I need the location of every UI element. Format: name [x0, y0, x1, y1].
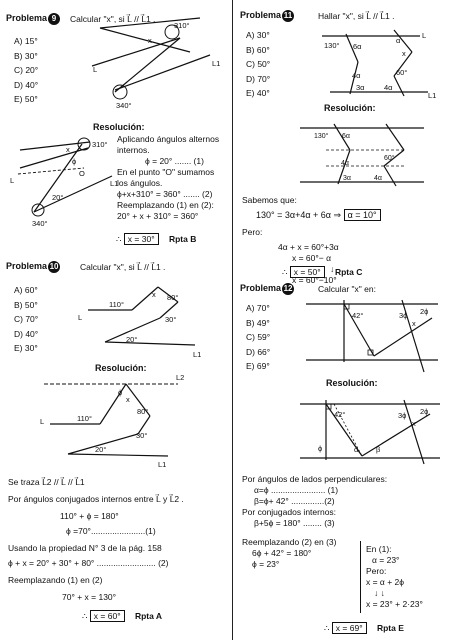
p9-option-c: C) 20° — [14, 65, 39, 75]
p10-res-fig-phi: ϕ — [118, 388, 123, 397]
p12-fig-c: 2ϕ — [420, 307, 429, 316]
p9-statement: Calcular "x", si L⃗ // L⃗1 . — [70, 14, 156, 24]
p10-label: Problema — [6, 261, 48, 271]
p10-line-8: 70° + x = 130° — [62, 592, 117, 602]
p9-rpta: Rpta B — [168, 234, 197, 244]
p11-fig-a: 130° — [324, 41, 340, 50]
p10-line-2: Por ángulos conjugados internos entre L⃗ y L⃗2 . — [8, 494, 184, 504]
p9-fig-x: x — [148, 36, 152, 45]
p12-label: Problema — [240, 283, 282, 293]
p12-answer-prefix: ∴ — [324, 623, 330, 633]
p9-res-line-2: internos. — [117, 145, 150, 155]
p9-res-fig-phi: ϕ — [72, 157, 77, 166]
p10-number: 10 — [49, 262, 59, 271]
p9-option-b: B) 30° — [14, 50, 38, 61]
p10-option-d: D) 40° — [14, 328, 39, 339]
svg-text:130°: 130° — [314, 133, 329, 140]
p10-resolution-title: Resolución: — [95, 363, 147, 373]
p10-res-fig-b: 80° — [137, 407, 149, 416]
svg-text:3α: 3α — [343, 175, 351, 182]
p9-res-fig-L: L — [10, 176, 15, 185]
p11-option-b: B) 60° — [246, 44, 270, 55]
p9-res-fig-a: 310° — [92, 140, 108, 149]
p10-answer — [82, 611, 162, 622]
p11-fig-L: L — [422, 31, 427, 40]
p11-line-4: Pero: — [242, 227, 263, 237]
p11-fig-L1: L1 — [428, 91, 437, 100]
p11-line-5: 4α + x = 60°+3α — [278, 242, 339, 252]
p10-answer-box: x = 60° — [90, 610, 125, 622]
p10-fig-a: 110° — [109, 300, 124, 309]
p9-res-fig-o: O — [79, 169, 85, 178]
p12-option-c: C) 59° — [246, 332, 271, 342]
p12-option-e: E) 69° — [246, 361, 270, 371]
p11-rpta: Rpta C — [334, 267, 363, 277]
p10-line-5: Usando la propiedad N° 3 de la pág. 158 — [8, 543, 162, 553]
p12-fig-a: 42° — [352, 311, 364, 320]
p10-option-e: E) 30° — [14, 343, 38, 353]
p11-fig-e: 60° — [396, 68, 408, 77]
p11-fig-c: 4α — [352, 71, 361, 80]
p11-resolution-title: Resolución: — [324, 103, 376, 113]
p12-number: 12 — [283, 284, 293, 293]
p12-fig-d: x — [412, 319, 416, 328]
p10-resolution — [8, 477, 184, 603]
p12-line-8: ϕ = 23° — [252, 559, 280, 569]
p9-res-fig-b: 340° — [32, 219, 48, 228]
p11-alpha-box: α = 10° — [344, 209, 381, 221]
svg-text:60°: 60° — [384, 155, 395, 162]
p12-res-fig-a: 42° — [334, 410, 346, 419]
p12-res-fig-c: 2ϕ — [420, 407, 429, 416]
p12-side-3: Pero: — [366, 566, 387, 576]
p10-option-a: A) 60° — [14, 285, 38, 295]
p10-res-fig-c: 30° — [136, 431, 148, 440]
p9-answer-prefix: ∴ — [116, 234, 122, 244]
p9-resolution-title: Resolución: — [93, 122, 145, 132]
p11-fig-f: 4α — [384, 83, 393, 92]
p9-res-line-5: los ángulos. — [117, 178, 163, 188]
p11-option-a: A) 30° — [246, 30, 270, 40]
p11-fig-h: α — [396, 36, 401, 45]
p10-fig-L: L — [78, 313, 83, 322]
p9-number: 9 — [48, 13, 60, 25]
p12-line-4: Por conjugados internos: — [242, 507, 337, 517]
p12-side-6: x = 23° + 2·23° — [366, 599, 423, 609]
p9-fig-b: 340° — [116, 101, 132, 110]
p11-line-2: 130° = 3α+4α + 6α ⇒ — [256, 210, 342, 220]
p12-line-3: β=ϕ+ 42° ..............(2) — [254, 496, 335, 506]
p10-line-6: ϕ + x = 20° + 30° + 80° ......................... (2) — [8, 558, 169, 568]
p10-option-c: C) 70° — [14, 314, 39, 324]
svg-text:6α: 6α — [342, 133, 350, 140]
p11-number: 11 — [283, 11, 293, 20]
p9-label: Problema — [6, 13, 48, 23]
p12-answer — [324, 623, 404, 634]
p9-res-line-4: En el punto "O" sumamos — [117, 167, 215, 177]
p10-line-1: Se traza L⃗2 // L⃗ // L⃗1 — [8, 477, 85, 487]
p11-option-c: C) 50° — [246, 59, 271, 69]
p12-statement: Calcular "x" en: — [318, 284, 377, 294]
p11-answer-prefix: ∴ — [282, 267, 288, 277]
p9-option-a: A) 15° — [14, 36, 38, 46]
p10-line-4: ϕ =70°.......................(1) — [66, 526, 156, 536]
p11-line-7: ↓ — [330, 264, 335, 274]
p11-label: Problema — [240, 10, 282, 20]
p9-res-line-8: 20° + x + 310° = 360° — [117, 211, 199, 221]
p12-res-fig-f: β — [376, 445, 381, 454]
p11-answer-box: x = 50° — [290, 266, 325, 278]
p12-rpta: Rpta E — [376, 623, 404, 633]
p10-rpta: Rpta A — [134, 611, 163, 621]
p12-line-1: Por ángulos de lados perpendiculares: — [242, 474, 388, 484]
p11-line-8: x = 60°−10° — [292, 275, 337, 285]
p12-side-5: ↓ ↓ — [374, 588, 385, 598]
p9-res-fig-x: x — [66, 145, 70, 154]
p10-res-fig-d: 20° — [95, 445, 107, 454]
p12-res-fig-g: ϕ — [318, 444, 323, 453]
p12-side-2: α = 23° — [372, 555, 400, 565]
p12-resolution-title: Resolución: — [326, 378, 378, 388]
p12-line-6: Reemplazando (2) en (3) — [242, 537, 337, 547]
svg-text:4α: 4α — [341, 160, 349, 167]
p12-line-5: β+5ϕ = 180° ........ (3) — [254, 518, 335, 528]
p9-res-fig-L1: L1 — [110, 179, 119, 188]
p10-fig-L1: L1 — [193, 350, 202, 359]
p10-fig-c: 30° — [165, 315, 177, 324]
p12-res-fig-b: 3ϕ — [398, 411, 407, 420]
p12-line-7: 6ϕ + 42° = 180° — [252, 548, 312, 558]
p12-line-2: α=ϕ ....................... (1) — [254, 485, 339, 495]
p9-res-line-6: ϕ+x+310° = 360° ....... (2) — [117, 189, 213, 199]
p12-option-a: A) 70° — [246, 303, 270, 313]
p11-fig-d: 3α — [356, 83, 365, 92]
p10-fig-d: 20° — [126, 335, 138, 344]
p10-res-fig-x: x — [126, 395, 130, 404]
p10-res-fig-a: 110° — [77, 414, 92, 423]
p10-fig-b: 80° — [167, 293, 179, 302]
p10-line-3: 110° + ϕ = 180° — [60, 511, 119, 521]
p9-option-d: D) 40° — [14, 79, 39, 90]
p9-res-fig-ang: 20° — [52, 193, 64, 202]
p9-res-line-7: Reemplazando (1) en (2): — [117, 200, 214, 210]
p12-fig-b: 3ϕ — [399, 311, 408, 320]
p10-answer-prefix: ∴ — [82, 611, 88, 621]
svg-text:4α: 4α — [374, 175, 382, 182]
p11-option-d: D) 70° — [246, 73, 271, 84]
p10-line-7: Reemplazando (1) en (2) — [8, 575, 103, 585]
p12-side-1: En (1): — [366, 544, 392, 554]
p9-fig-L1: L1 — [212, 59, 221, 68]
p11-option-e: E) 40° — [246, 88, 270, 98]
p11-fig-b: 6α — [353, 42, 362, 51]
p9-answer-box: x = 30° — [124, 233, 159, 245]
p12-res-fig-d: x — [412, 419, 416, 428]
p12-option-d: D) 66° — [246, 346, 271, 357]
p11-line-6: x = 60°− α — [292, 253, 332, 263]
p9-res-line-1: Aplicando ángulos alternos — [117, 134, 220, 144]
p12-side-4: x = α + 2ϕ — [366, 577, 405, 587]
p11-line-1: Sabemos que: — [242, 195, 297, 205]
p9-fig-L: L — [93, 65, 98, 74]
p11-statement: Hallar "x", si L⃗ // L⃗1 . — [318, 11, 395, 21]
p9-option-e: E) 50° — [14, 94, 38, 104]
p10-res-fig-L: L — [40, 417, 45, 426]
p10-res-fig-L1: L1 — [158, 460, 167, 469]
p10-fig-x: x — [152, 290, 156, 299]
p10-res-fig-L2: L2 — [176, 373, 185, 382]
p12-option-b: B) 49° — [246, 317, 270, 328]
p11-fig-g: x — [402, 49, 406, 58]
p12-answer-box: x = 69° — [332, 622, 367, 634]
p10-option-b: B) 50° — [14, 299, 38, 310]
p12-side — [366, 544, 423, 610]
p9-res-line-3: ϕ = 20° ....... (1) — [145, 156, 204, 166]
p9-fig-a: 310° — [174, 21, 190, 30]
p10-statement: Calcular "x", si L⃗ // L⃗1 . — [80, 262, 166, 272]
p12-res-fig-e: α — [354, 445, 359, 454]
